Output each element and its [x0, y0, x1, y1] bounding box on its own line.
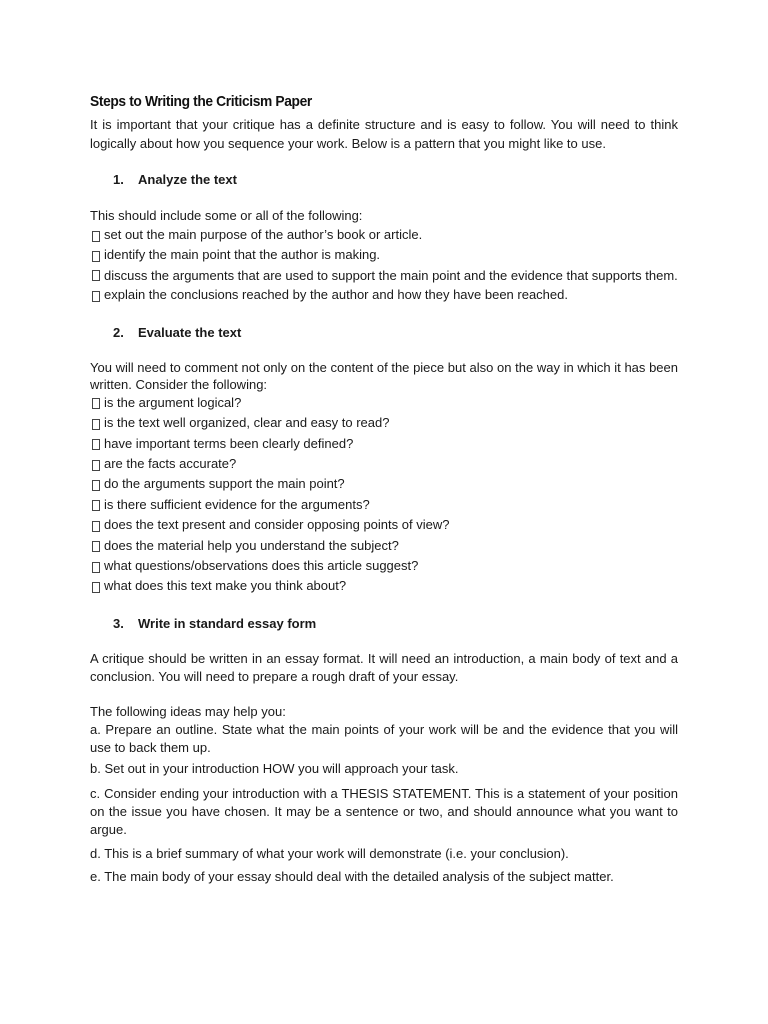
list-item — [90, 515, 678, 535]
missing-glyph-icon — [92, 231, 100, 242]
missing-glyph-icon — [92, 270, 100, 281]
list-item: e. The main body of your essay should deal with the detailed analysis of the subject matter. — [90, 868, 614, 884]
list-item-text: what does this text make you think about? — [104, 578, 347, 594]
list-item-text: are the facts accurate? — [104, 455, 237, 471]
section1-bullet-list — [90, 225, 678, 306]
page-title: Steps to Writing the Criticism Paper — [90, 93, 312, 110]
missing-glyph-icon — [92, 480, 100, 491]
list-item — [90, 474, 678, 494]
list-item — [90, 245, 678, 265]
section2-lead: You will need to comment not only on the content of the piece but also on the way in which it has been written. Consider the following: — [90, 359, 678, 392]
section2-bullet-list — [90, 393, 678, 597]
intro-paragraph: It is important that your critique has a definite structure and is easy to follow. You will need to think logically about how you sequence your work. Below is a pattern that you might like to use. — [90, 117, 678, 151]
missing-glyph-icon — [92, 582, 100, 593]
section-heading-3 — [90, 614, 678, 633]
list-item — [90, 434, 678, 454]
list-item-text: is the text well organized, clear and easy to read? — [104, 415, 390, 431]
list-item: c. Consider ending your introduction with a THESIS STATEMENT. This is a statement of your position on the issue you have chosen. It may be a sentence or two, and should announce what you want to argue. — [90, 785, 678, 837]
section-heading-text: Evaluate the text — [138, 324, 242, 340]
section1-lead: This should include some or all of the following: — [90, 208, 363, 223]
missing-glyph-icon — [92, 251, 100, 262]
list-item-text: is there sufficient evidence for the arguments? — [104, 496, 370, 512]
list-item-text: does the material help you understand the subject? — [104, 537, 399, 553]
list-item: d. This is a brief summary of what your work will demonstrate (i.e. your conclusion). — [90, 845, 569, 861]
list-item-text: does the text present and consider opposing points of view? — [104, 517, 450, 533]
list-item — [90, 556, 678, 576]
section-number: 3. — [113, 615, 124, 631]
list-item — [90, 285, 678, 305]
list-item — [90, 393, 678, 413]
list-item — [90, 495, 678, 515]
list-item — [90, 413, 678, 433]
list-item-text: discuss the arguments that are used to support the main point and the evidence that supports them. — [104, 267, 678, 283]
list-item-text: what questions/observations does this article suggest? — [104, 557, 419, 573]
list-item-text: set out the main purpose of the author’s book or article. — [104, 227, 423, 242]
missing-glyph-icon — [92, 419, 100, 430]
missing-glyph-icon — [92, 398, 100, 409]
list-item-text: is the argument logical? — [104, 394, 242, 410]
section3-lead: A critique should be written in an essay format. It will need an introduction, a main body of text and a conclusion. You will need to prepare a rough draft of your essay. — [90, 650, 678, 684]
missing-glyph-icon — [92, 460, 100, 471]
missing-glyph-icon — [92, 521, 100, 532]
section-number: 1. — [113, 172, 124, 187]
list-item-text: have important terms been clearly defined? — [104, 435, 354, 451]
list-item: b. Set out in your introduction HOW you will approach your task. — [90, 760, 459, 776]
missing-glyph-icon — [92, 439, 100, 450]
document-page — [90, 92, 678, 889]
section3-idea-list — [90, 721, 678, 886]
section-heading-1 — [90, 170, 678, 189]
missing-glyph-icon — [92, 291, 100, 302]
missing-glyph-icon — [92, 541, 100, 552]
ideas-lead: The following ideas may help you: — [90, 703, 286, 719]
list-item — [90, 266, 678, 286]
list-item-text: explain the conclusions reached by the author and how they have been reached. — [104, 287, 568, 303]
list-item-text: do the arguments support the main point? — [104, 476, 345, 492]
section-heading-text: Write in standard essay form — [138, 615, 317, 631]
list-item-text: identify the main point that the author is making. — [104, 247, 381, 263]
section-heading-2 — [90, 323, 678, 342]
list-item — [90, 454, 678, 474]
list-item — [90, 576, 678, 596]
section-number: 2. — [113, 324, 124, 340]
missing-glyph-icon — [92, 500, 100, 511]
missing-glyph-icon — [92, 562, 100, 573]
list-item — [90, 536, 678, 556]
list-item — [90, 225, 678, 245]
list-item: a. Prepare an outline. State what the main points of your work will be and the evidence that you will use to back them up. — [90, 721, 678, 755]
section-heading-text: Analyze the text — [138, 172, 237, 187]
